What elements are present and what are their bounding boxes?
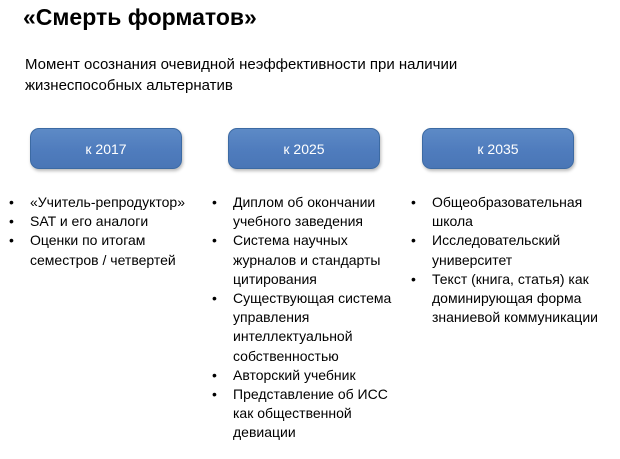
list-item: • Существующая система управления интеллектуальной собственностью	[211, 289, 400, 366]
period-list-2035	[410, 193, 605, 327]
period-box-2035: к 2035	[422, 128, 574, 169]
slide-title: «Смерть форматов»	[23, 4, 257, 30]
list-item: • Диплом об окончании учебного заведения	[211, 193, 400, 231]
list-item: • Оценки по итогам семестров / четвертей	[8, 231, 204, 269]
list-item: • Система научных журналов и стандарты цитирования	[211, 231, 400, 289]
list-item: • Представление об ИСС как общественной девиации	[211, 385, 400, 443]
slide-subtitle: Момент осознания очевидной неэффективности при наличии жизнеспособных альтернатив	[25, 56, 458, 94]
list-item: • SAT и его аналоги	[8, 212, 204, 231]
period-list-2017	[8, 193, 204, 270]
list-item: • Общеобразовательная школа	[410, 193, 605, 231]
period-box-2017: к 2017	[30, 128, 182, 169]
list-item: • Исследовательский университет	[410, 231, 605, 269]
list-item: • Текст (книга, статья) как доминирующая форма знаниевой коммуникации	[410, 270, 605, 328]
list-item: • Авторский учебник	[211, 366, 400, 385]
list-item: • «Учитель-репродуктор»	[8, 193, 204, 212]
period-box-2025: к 2025	[228, 128, 380, 169]
period-list-2025	[211, 193, 400, 443]
